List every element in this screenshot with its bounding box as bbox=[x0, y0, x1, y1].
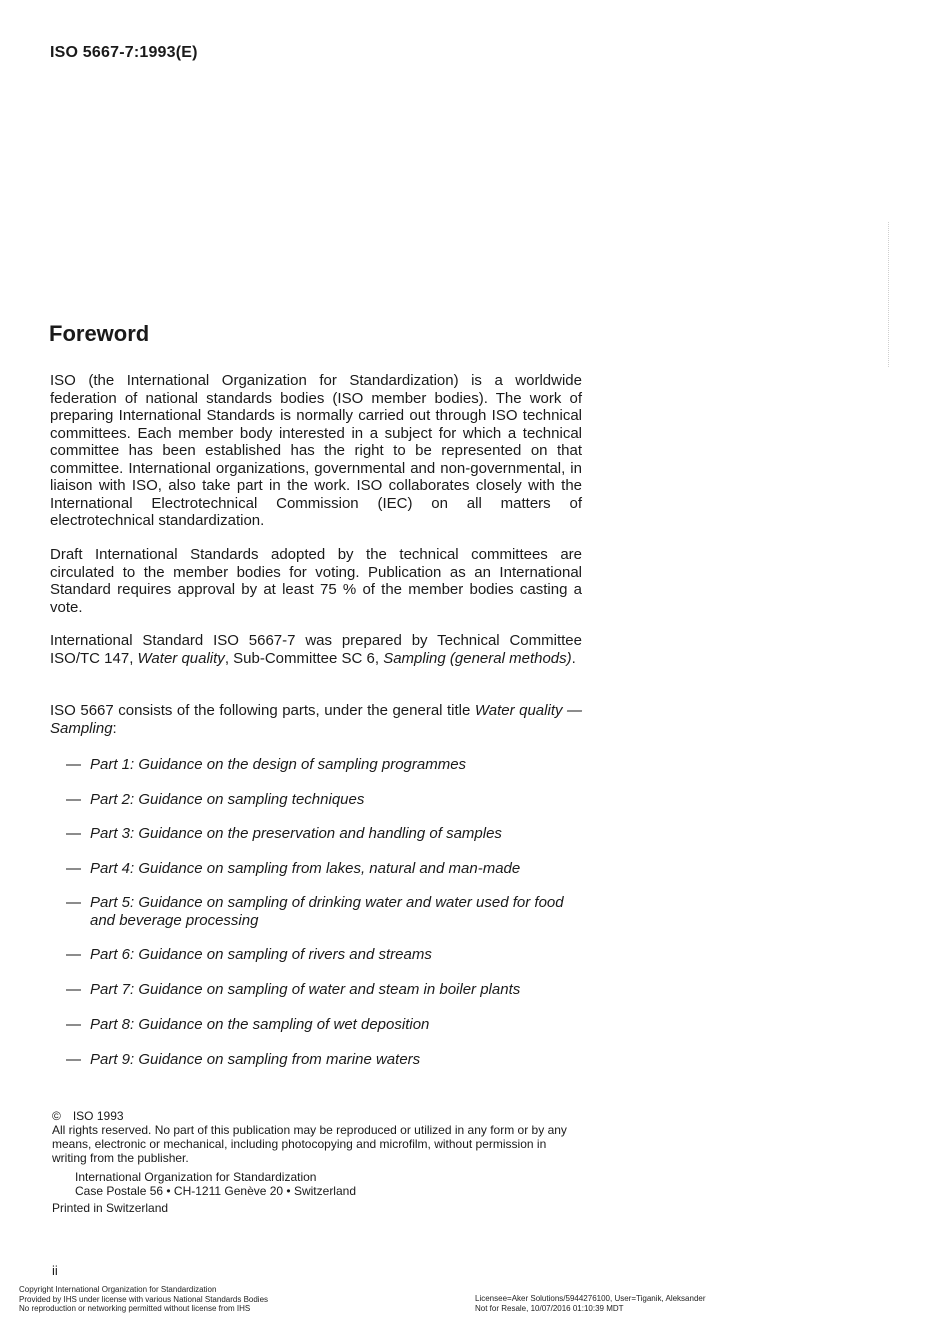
general-title: Water quality — Sampling bbox=[50, 702, 582, 737]
subcommittee-title: Sampling (general methods) bbox=[383, 649, 572, 667]
paragraph-iso-intro: ISO (the International Organization for Standardization) is a worldwide federation of national standards bodies (ISO member bodies). The work of preparing International Standards is normally carried out through ISO technical committees. Each member body interested in a subject for which a technical committee has been established has the right to be represented on that committee. International organizations, governmental and non-governmental, in liaison with ISO, also take part in the work. ISO collaborates closely with the International Electrotechnical Commission (IEC) on all matters of electrotechnical standardization. bbox=[50, 372, 582, 529]
list-dash: — bbox=[66, 791, 81, 808]
list-dash: — bbox=[66, 946, 81, 963]
list-dash: — bbox=[66, 860, 81, 877]
list-dash: — bbox=[66, 825, 81, 842]
rights-statement: All rights reserved. No part of this publication may be reproduced or utilized in any form or by any means, electronic or mechanical, including photocopying and microfilm, without permission in writing from the publisher. bbox=[52, 1123, 567, 1165]
footer-license-left bbox=[19, 1285, 268, 1314]
consists-pre: ISO 5667 consists of the following parts, under the general title bbox=[50, 702, 475, 719]
list-item bbox=[66, 791, 586, 809]
part-title: Guidance on the preservation and handling of samples bbox=[138, 825, 502, 842]
list-dash: — bbox=[66, 981, 81, 998]
prepared-pre: International Standard ISO 5667-7 was prepared by Technical Committee ISO/TC 147, bbox=[50, 632, 582, 667]
list-item bbox=[66, 756, 586, 774]
part-title: Guidance on sampling from lakes, natural and man-made bbox=[138, 860, 521, 877]
part-title: Guidance on the design of sampling programmes bbox=[138, 756, 467, 773]
footer-line: Copyright International Organization for Standardization bbox=[19, 1285, 217, 1294]
part-title: Guidance on sampling from marine waters bbox=[138, 1051, 421, 1068]
paragraph-consists-of bbox=[50, 702, 582, 737]
part-label: Part 6: bbox=[90, 946, 135, 963]
committee-title: Water quality bbox=[137, 649, 225, 667]
part-title: Guidance on sampling of rivers and streams bbox=[138, 946, 432, 963]
list-item bbox=[66, 860, 586, 878]
footer-line: Provided by IHS under license with various National Standards Bodies bbox=[19, 1294, 269, 1304]
organization-name: International Organization for Standardization bbox=[75, 1170, 317, 1184]
page-number: ii bbox=[52, 1263, 58, 1278]
part-label: Part 1: bbox=[90, 756, 135, 773]
part-label: Part 3: bbox=[90, 825, 135, 842]
part-title: Guidance on sampling of drinking water and water used for food and beverage processing bbox=[90, 894, 564, 929]
list-item bbox=[66, 1051, 586, 1069]
paragraph-prepared-by bbox=[50, 632, 582, 667]
part-label: Part 9: bbox=[90, 1051, 135, 1068]
list-item bbox=[66, 1016, 586, 1034]
prepared-post: . bbox=[571, 649, 576, 667]
list-item bbox=[66, 825, 586, 843]
part-title: Guidance on sampling techniques bbox=[138, 791, 365, 808]
footer-line: Licensee=Aker Solutions/5944276100, User=Tiganik, Aleksander bbox=[475, 1294, 706, 1303]
copyright-line bbox=[52, 1109, 584, 1123]
consists-post: : bbox=[112, 719, 117, 737]
list-dash: — bbox=[66, 894, 81, 911]
part-title: Guidance on the sampling of wet deposition bbox=[138, 1016, 430, 1033]
part-label: Part 8: bbox=[90, 1016, 135, 1033]
scan-edge-mark bbox=[888, 222, 890, 367]
footer-license-right bbox=[475, 1294, 706, 1313]
part-label: Part 7: bbox=[90, 981, 135, 998]
copyright-icon: © bbox=[52, 1109, 61, 1123]
list-item bbox=[66, 981, 586, 999]
list-item bbox=[66, 894, 586, 929]
part-title: Guidance on sampling of water and steam in boiler plants bbox=[138, 981, 521, 998]
footer-line: No reproduction or networking permitted without license from IHS bbox=[19, 1304, 251, 1314]
list-item bbox=[66, 946, 586, 964]
part-label: Part 2: bbox=[90, 791, 135, 808]
part-label: Part 4: bbox=[90, 860, 135, 877]
part-label: Part 5: bbox=[90, 894, 135, 911]
organization-address: Case Postale 56 • CH-1211 Genève 20 • Switzerland bbox=[75, 1184, 356, 1198]
prepared-mid: , Sub-Committee SC 6, bbox=[224, 649, 384, 667]
copyright-year: ISO 1993 bbox=[72, 1109, 124, 1123]
document-id-header: ISO 5667-7:1993(E) bbox=[50, 44, 198, 61]
paragraph-draft-standards: Draft International Standards adopted by the technical committees are circulated to the member bodies for voting. Publication as an International Standard requires approval by at least 75 % of the member bodies casting a vote. bbox=[50, 546, 582, 616]
page-title: Foreword bbox=[49, 321, 150, 346]
list-dash: — bbox=[66, 756, 81, 773]
footer-line: Not for Resale, 10/07/2016 01:10:39 MDT bbox=[475, 1303, 624, 1313]
list-dash: — bbox=[66, 1051, 81, 1068]
list-dash: — bbox=[66, 1016, 81, 1033]
printed-in: Printed in Switzerland bbox=[52, 1201, 169, 1215]
